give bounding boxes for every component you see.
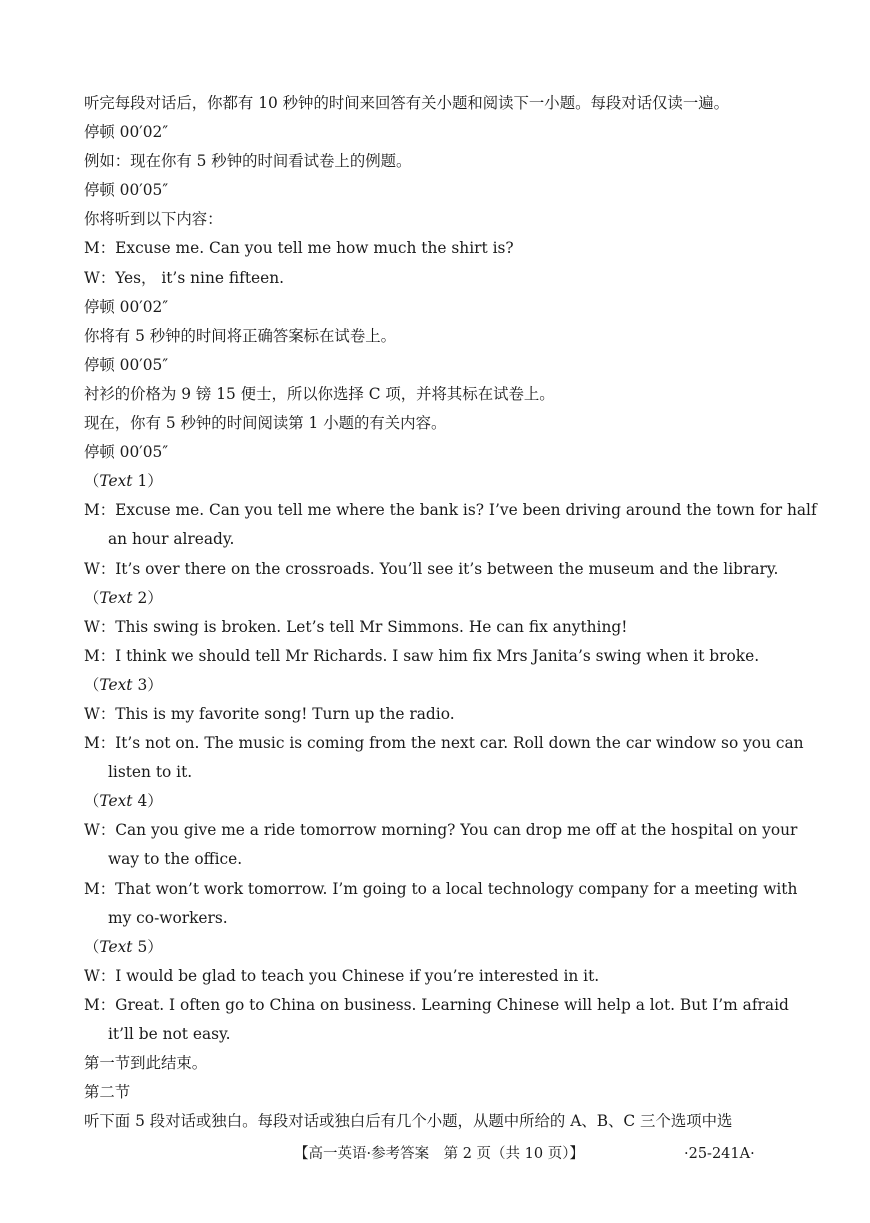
text-label-word: Text [99,472,133,491]
text-line: 你将听到以下内容： [84,210,223,229]
text-section-label: （Text 1） [84,472,163,491]
text-line-continuation: an hour already. [108,530,235,549]
text-line: 停顿 00′05″ [84,443,169,462]
text-line: 第一节到此结束。 [84,1054,208,1073]
text-line: M：Excuse me. Can you tell me how much the shirt is? [84,239,514,258]
text-line: M：Excuse me. Can you tell me where the bank is? I’ve been driving around the town for half [84,501,817,520]
text-line: 你将有 5 秒钟的时间将正确答案标在试卷上。 [84,326,396,345]
text-line: M：It’s not on. The music is coming from the next car. Roll down the car window so you can [84,734,804,753]
text-label-word: Text [99,792,133,811]
document-body [84,89,817,1136]
text-label-number: 5 [137,937,148,956]
text-line-continuation: my co-workers. [108,908,228,927]
text-line: 听下面 5 段对话或独白。每段对话或独白后有几个小题，从题中所给的 A、B、C 三个选项中选 [84,1112,733,1131]
text-line: W：Yes， it’s nine fifteen. [84,268,285,287]
text-line: 听完每段对话后，你都有 10 秒钟的时间来回答有关小题和阅读下一小题。每段对话仅读一遍。 [84,94,729,112]
text-label-word: Text [99,675,133,694]
text-line: W：This swing is broken. Let’s tell Mr Simmons. He can fix anything! [84,617,628,636]
page-footer [0,1142,870,1166]
text-label-number: 3 [137,675,148,694]
text-label-number: 1 [137,472,148,491]
text-line: W：Can you give me a ride tomorrow morning? You can drop me off at the hospital on your [84,821,798,840]
text-line: M：Great. I often go to China on business. Learning Chinese will help a lot. But I’m afraid [84,995,789,1014]
footer-document-code: ·25-241A· [684,1146,755,1162]
text-line: 例如：现在你有 5 秒钟的时间看试卷上的例题。 [84,152,412,171]
text-label-word: Text [99,937,133,956]
text-section-label: （Text 2） [84,588,163,607]
text-label-number: 4 [137,792,148,811]
text-line: 第二节 [84,1083,131,1102]
text-line-continuation: way to the office. [108,850,243,869]
text-line: W：It’s over there on the crossroads. You’ll see it’s between the museum and the library. [84,559,779,578]
text-line: W：This is my favorite song! Turn up the radio. [84,704,455,723]
text-line: W：I would be glad to teach you Chinese if you’re interested in it. [84,966,600,985]
text-section-label: （Text 3） [84,675,163,694]
text-line: 现在，你有 5 秒钟的时间阅读第 1 小题的有关内容。 [84,414,447,433]
text-line: 停顿 00′02″ [84,123,169,142]
text-line: 停顿 00′05″ [84,181,169,200]
text-section-label: （Text 4） [84,792,163,811]
text-line: M：That won’t work tomorrow. I’m going to a local technology company for a meeting with [84,879,798,898]
text-line: 衬衫的价格为 9 镑 15 便士，所以你选择 C 项，并将其标在试卷上。 [84,384,555,403]
text-label-number: 2 [137,588,148,607]
text-section-label: （Text 5） [84,937,163,956]
text-line: 停顿 00′05″ [84,355,169,374]
text-line-continuation: listen to it. [108,763,193,782]
text-line: 停顿 00′02″ [84,297,169,316]
text-label-word: Text [99,588,133,607]
text-line: M：I think we should tell Mr Richards. I saw him fix Mrs Janita’s swing when it broke. [84,646,760,665]
footer-page-info: 【高一英语·参考答案 第 2 页（共 10 页）】 [294,1146,584,1162]
text-line-continuation: it’ll be not easy. [108,1025,231,1043]
